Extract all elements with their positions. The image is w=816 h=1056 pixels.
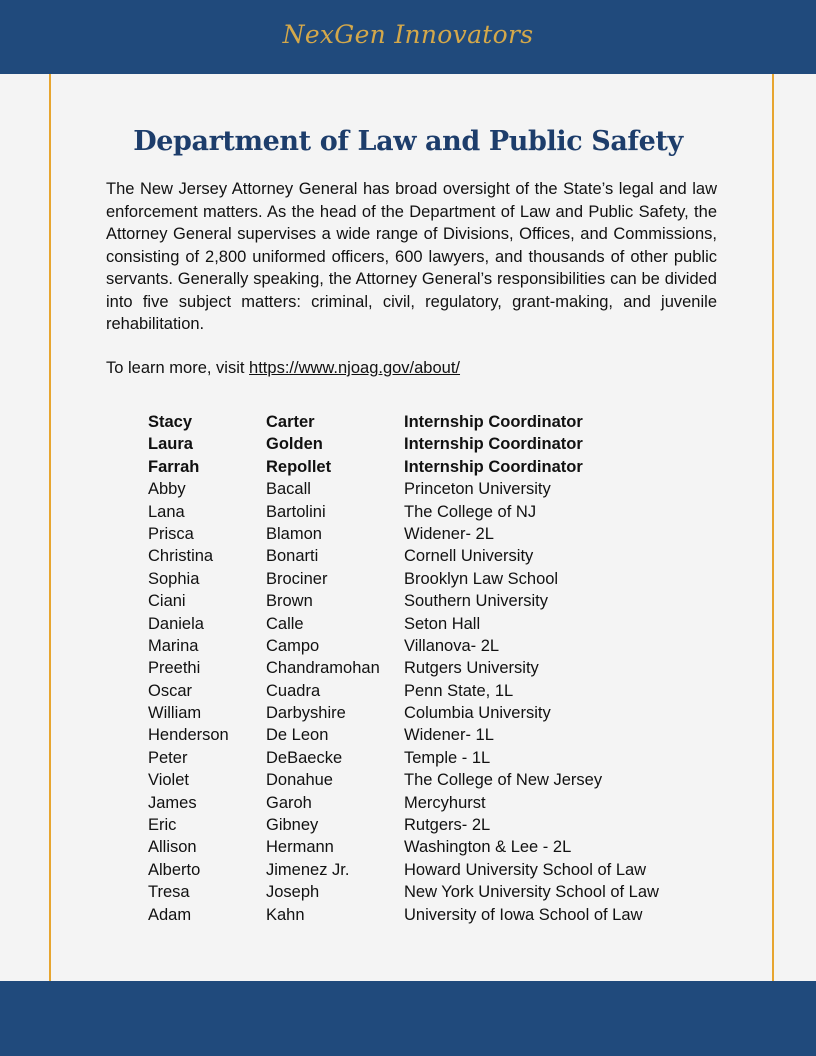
first-name: Daniela	[148, 614, 204, 633]
roster-row	[148, 657, 724, 679]
about-link[interactable]: https://www.njoag.gov/about/	[249, 359, 461, 377]
roster-row	[148, 836, 724, 858]
roster-row	[148, 501, 724, 523]
affiliation: University of Iowa School of Law	[404, 905, 643, 924]
last-name: DeBaecke	[266, 748, 343, 767]
learn-more-text: To learn more, visit	[106, 359, 250, 377]
last-name: Kahn	[266, 905, 305, 924]
first-name: Lana	[148, 502, 185, 521]
first-name: Violet	[148, 771, 189, 790]
affiliation: Seton Hall	[404, 614, 481, 633]
last-name: Chandramohan	[266, 659, 380, 678]
affiliation: Internship Coordinator	[404, 457, 583, 476]
roster-row	[148, 769, 724, 791]
last-name: Darbyshire	[266, 704, 346, 723]
affiliation: Mercyhurst	[404, 793, 486, 812]
first-name: Oscar	[148, 681, 193, 700]
last-name: Blamon	[266, 524, 322, 543]
first-name: Alberto	[148, 860, 201, 879]
roster-row	[148, 433, 724, 455]
affiliation: The College of New Jersey	[404, 771, 603, 790]
last-name: Bonarti	[266, 547, 319, 566]
first-name: James	[148, 793, 197, 812]
roster-row	[148, 635, 724, 657]
roster-row	[148, 814, 724, 836]
affiliation: Howard University School of Law	[404, 860, 647, 879]
first-name: Laura	[148, 435, 193, 454]
last-name: Jimenez Jr.	[266, 860, 350, 879]
right-border-line	[772, 74, 774, 981]
first-name: Marina	[148, 636, 199, 655]
first-name: Adam	[148, 905, 192, 924]
intro-paragraph: The New Jersey Attorney General has broad oversight of the State’s legal and law enforcement matters. As the head of the Department of Law and Public Safety, the Attorney General supervises a wide range of Divisions, Offices, and Commissions, consisting of 2,800 uniformed officers, 600 lawyers, and thousands of other public servants. Generally speaking, the Attorney General’s responsibilities can be divided into five subject matters: criminal, civil, regulatory, grant-making, and juvenile rehabilitation.	[106, 180, 717, 333]
affiliation: Rutgers University	[404, 659, 539, 678]
first-name: Farrah	[148, 457, 200, 476]
intern-roster	[148, 411, 724, 926]
roster-row	[148, 545, 724, 567]
roster-row	[148, 724, 724, 746]
affiliation: Internship Coordinator	[404, 435, 583, 454]
first-name: Ciani	[148, 592, 186, 611]
learn-more-line	[106, 357, 717, 380]
last-name: Golden	[266, 435, 323, 454]
roster-row	[148, 590, 724, 612]
left-border-line	[49, 74, 51, 981]
affiliation: Internship Coordinator	[404, 413, 583, 431]
affiliation: Southern University	[404, 592, 548, 611]
last-name: Bartolini	[266, 502, 326, 521]
roster-row	[148, 859, 724, 881]
roster-row	[148, 568, 724, 590]
last-name: Carter	[266, 413, 315, 431]
last-name: Repollet	[266, 457, 332, 476]
roster-row	[148, 747, 724, 769]
brand-title: NexGen Innovators	[282, 19, 534, 49]
last-name: Cuadra	[266, 681, 321, 700]
roster-row	[148, 411, 724, 433]
first-name: Christina	[148, 547, 214, 566]
first-name: Stacy	[148, 413, 193, 431]
affiliation: Temple - 1L	[404, 748, 491, 767]
affiliation: The College of NJ	[404, 502, 537, 521]
roster-row	[148, 904, 724, 926]
affiliation: Columbia University	[404, 704, 551, 723]
last-name: De Leon	[266, 726, 329, 745]
last-name: Hermann	[266, 838, 334, 857]
affiliation: Princeton University	[404, 480, 551, 499]
header-band	[0, 0, 816, 74]
roster-row	[148, 478, 724, 500]
roster-row	[148, 881, 724, 903]
affiliation: Penn State, 1L	[404, 681, 514, 700]
affiliation: Washington & Lee - 2L	[404, 838, 572, 857]
last-name: Joseph	[266, 883, 320, 902]
affiliation: New York University School of Law	[404, 883, 659, 902]
affiliation: Widener- 2L	[404, 524, 494, 543]
first-name: Henderson	[148, 726, 229, 745]
last-name: Calle	[266, 614, 304, 633]
affiliation: Rutgers- 2L	[404, 816, 491, 835]
first-name: Sophia	[148, 569, 200, 588]
last-name: Bacall	[266, 480, 311, 499]
first-name: William	[148, 704, 202, 723]
first-name: Eric	[148, 816, 177, 835]
first-name: Abby	[148, 480, 186, 499]
last-name: Donahue	[266, 771, 333, 790]
first-name: Peter	[148, 748, 188, 767]
last-name: Campo	[266, 636, 320, 655]
roster-row	[148, 456, 724, 478]
roster-row	[148, 792, 724, 814]
roster-row	[148, 680, 724, 702]
first-name: Tresa	[148, 883, 190, 902]
footer-band	[0, 981, 816, 1056]
first-name: Preethi	[148, 659, 201, 678]
last-name: Gibney	[266, 816, 319, 835]
roster-row	[148, 523, 724, 545]
page-title: Department of Law and Public Safety	[133, 126, 683, 157]
last-name: Brown	[266, 592, 313, 611]
last-name: Brociner	[266, 569, 328, 588]
affiliation: Villanova- 2L	[404, 636, 500, 655]
first-name: Prisca	[148, 524, 194, 543]
roster-row	[148, 702, 724, 724]
first-name: Allison	[148, 838, 197, 857]
affiliation: Brooklyn Law School	[404, 569, 559, 588]
last-name: Garoh	[266, 793, 312, 812]
affiliation: Widener- 1L	[404, 726, 494, 745]
roster-row	[148, 613, 724, 635]
affiliation: Cornell University	[404, 547, 534, 566]
